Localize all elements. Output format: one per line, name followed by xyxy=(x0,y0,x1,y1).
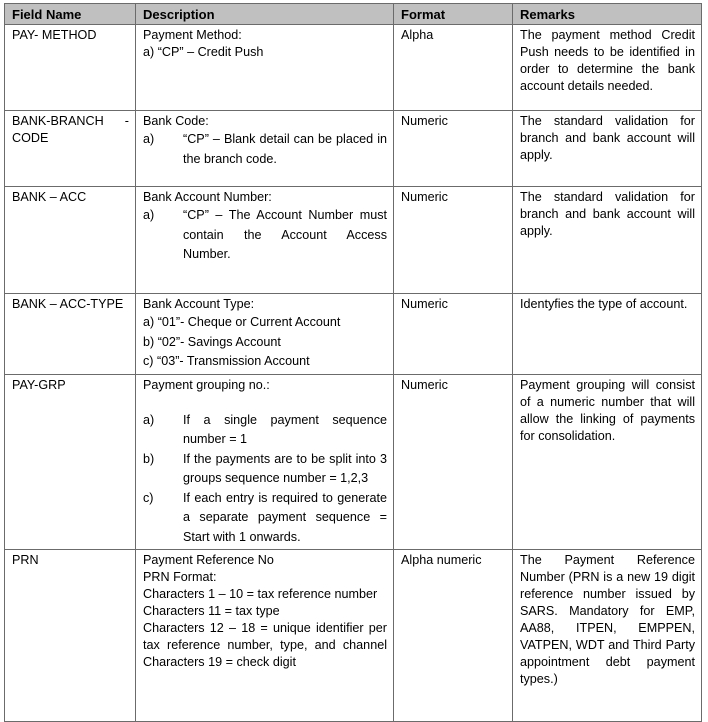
remarks-cell: Identyfies the type of account. xyxy=(513,294,702,375)
description-item xyxy=(143,130,387,169)
description-item xyxy=(143,44,387,61)
description-item xyxy=(143,206,387,265)
description-list xyxy=(143,130,387,169)
description-cell xyxy=(136,550,394,722)
item-marker: c) xyxy=(143,490,154,505)
field-spec-table xyxy=(4,3,702,722)
table-row xyxy=(5,111,702,187)
field-name-cell: BANK-BRANCH - CODE xyxy=(5,111,136,187)
description-cell xyxy=(136,111,394,187)
table-row xyxy=(5,374,702,550)
description-list xyxy=(143,411,387,548)
format-cell: Alpha xyxy=(394,25,513,111)
item-text: “CP” – Blank detail can be placed in the branch code. xyxy=(183,132,387,166)
description-line: Characters 1 – 10 = tax reference number xyxy=(143,587,378,601)
item-marker: a) xyxy=(143,315,158,329)
format-cell: Numeric xyxy=(394,294,513,375)
item-text: If a single payment sequence number = 1 xyxy=(183,412,387,446)
header-remarks: Remarks xyxy=(513,4,702,25)
field-spec-table-container xyxy=(4,3,702,722)
description-item xyxy=(143,352,387,372)
description-line: PRN Format: xyxy=(143,570,217,584)
format-cell: Numeric xyxy=(394,187,513,294)
remarks-cell: The standard validation for branch and bank account will apply. xyxy=(513,187,702,294)
description-cell xyxy=(136,187,394,294)
description-list xyxy=(143,206,387,265)
header-field-name: Field Name xyxy=(5,4,136,25)
format-cell: Alpha numeric xyxy=(394,550,513,722)
description-intro: Payment grouping no.: xyxy=(143,377,270,392)
item-text: If the payments are to be split into 3 groups sequence number = 1,2,3 xyxy=(183,451,387,485)
table-row xyxy=(5,550,702,722)
header-format: Format xyxy=(394,4,513,25)
item-marker: b) xyxy=(143,334,158,349)
item-text: “02”- Savings Account xyxy=(157,334,281,349)
description-line: Characters 12 – 18 = unique identifier per tax reference number, type, and channel Characters 19 = check digit xyxy=(143,621,387,669)
field-name-cell: BANK – ACC xyxy=(5,187,136,294)
description-item xyxy=(143,333,387,353)
field-name-cell: BANK – ACC-TYPE xyxy=(5,294,136,375)
description-cell xyxy=(136,25,394,111)
remarks-cell: The payment method Credit Push needs to be identified in order to determine the bank account details needed. xyxy=(513,25,702,111)
format-cell: Numeric xyxy=(394,111,513,187)
item-marker: a) xyxy=(143,412,155,427)
item-text: “CP” – The Account Number must contain the Account Access Number. xyxy=(183,208,387,261)
item-text: “CP” – Credit Push xyxy=(157,45,264,59)
description-item xyxy=(143,450,387,489)
table-row xyxy=(5,187,702,294)
item-marker: a) xyxy=(143,45,158,59)
item-marker: c) xyxy=(143,354,157,368)
item-marker: b) xyxy=(143,451,155,466)
table-row xyxy=(5,25,702,111)
description-item xyxy=(143,489,387,548)
description-item xyxy=(143,411,387,450)
description-intro: Payment Method: xyxy=(143,28,242,42)
description-line: Payment Reference No xyxy=(143,553,274,567)
description-intro: Bank Account Type: xyxy=(143,297,255,311)
item-text: “01”- Cheque or Current Account xyxy=(157,315,341,329)
field-name-cell: PAY-GRP xyxy=(5,374,136,550)
remarks-cell: The Payment Reference Number (PRN is a new 19 digit reference number issued by SARS. Mandatory for EMP, AA88, ITPEN, EMPPEN, VATPEN, WDT and Third Party appointment debt payment types.) xyxy=(513,550,702,722)
description-intro: Bank Code: xyxy=(143,114,209,128)
description-item xyxy=(143,313,387,333)
item-marker: a) xyxy=(143,208,155,222)
header-row xyxy=(5,4,702,25)
description-cell xyxy=(136,294,394,375)
remarks-cell: Payment grouping will consist of a numeric number that will allow the linking of payments for consolidation. xyxy=(513,374,702,550)
header-description: Description xyxy=(136,4,394,25)
description-line: Characters 11 = tax type xyxy=(143,604,280,618)
table-row xyxy=(5,294,702,375)
field-name-cell: PAY- METHOD xyxy=(5,25,136,111)
format-cell: Numeric xyxy=(394,374,513,550)
item-marker: a) xyxy=(143,132,155,146)
item-text: If each entry is required to generate a separate payment sequence = Start with 1 onwards. xyxy=(183,490,387,544)
field-name-cell: PRN xyxy=(5,550,136,722)
spacer xyxy=(143,394,387,411)
description-intro: Bank Account Number: xyxy=(143,190,272,204)
item-text: “03”- Transmission Account xyxy=(157,354,310,368)
description-cell xyxy=(136,374,394,550)
remarks-cell: The standard validation for branch and bank account will apply. xyxy=(513,111,702,187)
